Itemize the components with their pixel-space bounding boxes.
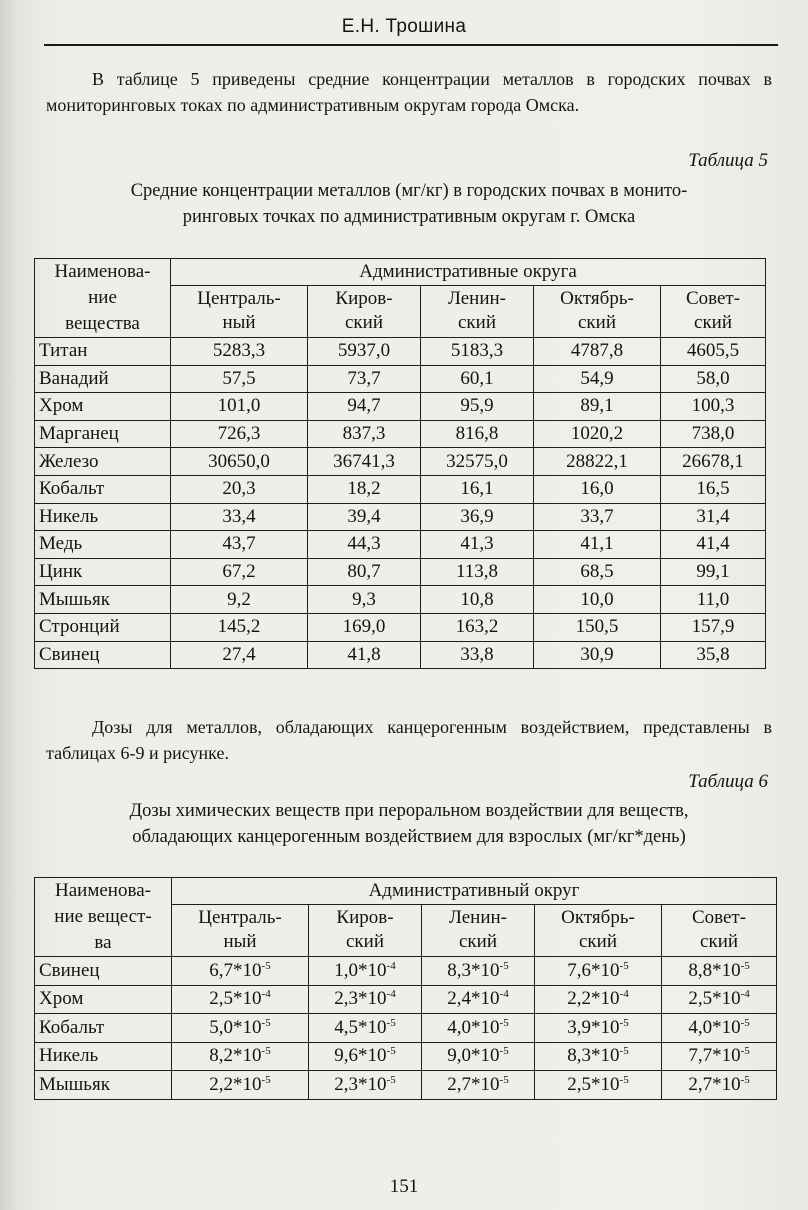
- value-cell: [309, 985, 422, 1014]
- value-cell: 39,4: [308, 503, 421, 531]
- value-cell: 16,1: [421, 475, 534, 503]
- value-cell: 5183,3: [421, 338, 534, 366]
- table-row: [35, 957, 777, 986]
- table5-header-substance: Наименова- ние вещества: [35, 259, 171, 338]
- value-cell: 10,0: [534, 586, 661, 614]
- table5: [34, 258, 766, 669]
- value-cell: 9,3: [308, 586, 421, 614]
- substance-name: Кобальт: [35, 1014, 172, 1043]
- value-cell: 57,5: [171, 365, 308, 393]
- value-cell: [422, 985, 535, 1014]
- dose-mantissa: 2,5*10: [567, 1073, 620, 1095]
- value-cell: [535, 1042, 662, 1071]
- table-row: [35, 1042, 777, 1071]
- value-cell: [662, 985, 777, 1014]
- dose-exponent: -4: [386, 959, 396, 972]
- middle-paragraph-text: Дозы для металлов, обладающих канцерогенным воздействием, представлены в таблицах 6-9 и рисунке.: [46, 717, 772, 763]
- table-row: [35, 586, 766, 614]
- value-cell: 169,0: [308, 613, 421, 641]
- dose-mantissa: 3,9*10: [567, 1016, 620, 1038]
- value-cell: [172, 1042, 309, 1071]
- dose-mantissa: 8,3*10: [567, 1045, 620, 1067]
- dose-exponent: -4: [740, 988, 750, 1001]
- value-cell: 157,9: [661, 613, 766, 641]
- value-cell: 41,1: [534, 531, 661, 559]
- value-cell: 41,4: [661, 531, 766, 559]
- table6-caption: [46, 798, 772, 850]
- dose-mantissa: 2,2*10: [567, 988, 620, 1010]
- value-cell: [535, 985, 662, 1014]
- table5-caption: [46, 178, 772, 230]
- value-cell: 738,0: [661, 420, 766, 448]
- value-cell: 35,8: [661, 641, 766, 669]
- table6: [34, 877, 777, 1100]
- table5-caption-line2: ринговых точках по административным округам г. Омска: [182, 207, 636, 227]
- table6-caption-line1: Дозы химических веществ при пероральном воздействии для веществ,: [129, 801, 689, 821]
- substance-name: Свинец: [35, 957, 172, 986]
- value-cell: 16,5: [661, 475, 766, 503]
- value-cell: 11,0: [661, 586, 766, 614]
- table-row: [35, 1014, 777, 1043]
- running-head: Е.Н. Трошина: [341, 16, 467, 37]
- dose-mantissa: 8,2*10: [209, 1045, 262, 1067]
- table-row: [35, 531, 766, 559]
- t5-district-header: Совет- ский: [661, 285, 766, 337]
- table-row: [35, 475, 766, 503]
- value-cell: 73,7: [308, 365, 421, 393]
- dose-mantissa: 4,5*10: [334, 1016, 387, 1038]
- value-cell: 5283,3: [171, 338, 308, 366]
- substance-name: Марганец: [35, 420, 171, 448]
- dose-exponent: -5: [499, 1073, 509, 1086]
- value-cell: 94,7: [308, 393, 421, 421]
- dose-exponent: -5: [619, 1073, 629, 1086]
- value-cell: 89,1: [534, 393, 661, 421]
- dose-mantissa: 2,4*10: [447, 988, 500, 1010]
- value-cell: [535, 957, 662, 986]
- value-cell: 4605,5: [661, 338, 766, 366]
- value-cell: 18,2: [308, 475, 421, 503]
- substance-name: Никель: [35, 1042, 172, 1071]
- table-row: [35, 558, 766, 586]
- dose-mantissa: 5,0*10: [209, 1016, 262, 1038]
- t6-district-header: Совет- ский: [662, 904, 777, 956]
- dose-exponent: -5: [499, 1045, 509, 1058]
- dose-exponent: -4: [619, 988, 629, 1001]
- value-cell: 16,0: [534, 475, 661, 503]
- dose-mantissa: 8,8*10: [688, 959, 741, 981]
- value-cell: 54,9: [534, 365, 661, 393]
- value-cell: [422, 957, 535, 986]
- value-cell: 27,4: [171, 641, 308, 669]
- t5-district-header: Централь- ный: [171, 285, 308, 337]
- value-cell: [662, 1071, 777, 1100]
- table6-header-group: Административный округ: [172, 878, 777, 905]
- value-cell: [172, 985, 309, 1014]
- dose-exponent: -5: [619, 1016, 629, 1029]
- table5-body: [35, 338, 766, 669]
- t6-district-header: Октябрь- ский: [535, 904, 662, 956]
- value-cell: [309, 1071, 422, 1100]
- value-cell: 95,9: [421, 393, 534, 421]
- value-cell: 30650,0: [171, 448, 308, 476]
- t6-district-header: Централь- ный: [172, 904, 309, 956]
- value-cell: [662, 1014, 777, 1043]
- dose-mantissa: 2,7*10: [447, 1073, 500, 1095]
- value-cell: 5937,0: [308, 338, 421, 366]
- value-cell: 30,9: [534, 641, 661, 669]
- value-cell: [172, 1071, 309, 1100]
- dose-exponent: -5: [740, 1016, 750, 1029]
- dose-exponent: -5: [261, 1073, 271, 1086]
- dose-exponent: -5: [499, 1016, 509, 1029]
- value-cell: 837,3: [308, 420, 421, 448]
- dose-exponent: -5: [499, 959, 509, 972]
- value-cell: [172, 957, 309, 986]
- dose-exponent: -5: [261, 1045, 271, 1058]
- dose-exponent: -5: [740, 959, 750, 972]
- substance-name: Свинец: [35, 641, 171, 669]
- value-cell: 33,7: [534, 503, 661, 531]
- table-row: [35, 420, 766, 448]
- header-rule: [44, 44, 778, 46]
- dose-mantissa: 4,0*10: [688, 1016, 741, 1038]
- dose-mantissa: 2,7*10: [688, 1073, 741, 1095]
- table-row: [35, 503, 766, 531]
- value-cell: 60,1: [421, 365, 534, 393]
- table-row: [35, 448, 766, 476]
- dose-exponent: -5: [386, 1045, 396, 1058]
- value-cell: 67,2: [171, 558, 308, 586]
- table5-label: Таблица 5: [688, 150, 768, 171]
- value-cell: 36741,3: [308, 448, 421, 476]
- value-cell: 150,5: [534, 613, 661, 641]
- value-cell: [535, 1014, 662, 1043]
- dose-exponent: -5: [740, 1045, 750, 1058]
- dose-mantissa: 8,3*10: [447, 959, 500, 981]
- value-cell: [309, 1042, 422, 1071]
- value-cell: 68,5: [534, 558, 661, 586]
- substance-name: Хром: [35, 985, 172, 1014]
- value-cell: [422, 1071, 535, 1100]
- value-cell: 101,0: [171, 393, 308, 421]
- t5-district-header: Киров- ский: [308, 285, 421, 337]
- substance-name: Цинк: [35, 558, 171, 586]
- value-cell: 33,4: [171, 503, 308, 531]
- dose-exponent: -5: [619, 1045, 629, 1058]
- substance-name: Кобальт: [35, 475, 171, 503]
- value-cell: 1020,2: [534, 420, 661, 448]
- dose-mantissa: 7,7*10: [688, 1045, 741, 1067]
- dose-exponent: -5: [386, 1016, 396, 1029]
- dose-mantissa: 9,6*10: [334, 1045, 387, 1067]
- value-cell: 41,8: [308, 641, 421, 669]
- table6-caption-line2: обладающих канцерогенным воздействием для взрослых (мг/кг*день): [132, 827, 686, 847]
- value-cell: [662, 1042, 777, 1071]
- substance-name: Ванадий: [35, 365, 171, 393]
- dose-mantissa: 2,5*10: [688, 988, 741, 1010]
- table6-label: Таблица 6: [688, 771, 768, 792]
- substance-name: Мышьяк: [35, 1071, 172, 1100]
- value-cell: 99,1: [661, 558, 766, 586]
- value-cell: 4787,8: [534, 338, 661, 366]
- dose-exponent: -5: [386, 1073, 396, 1086]
- dose-exponent: -4: [386, 988, 396, 1001]
- dose-mantissa: 2,3*10: [334, 1073, 387, 1095]
- value-cell: [309, 1014, 422, 1043]
- t5-district-header: Ленин- ский: [421, 285, 534, 337]
- value-cell: 113,8: [421, 558, 534, 586]
- dose-mantissa: 6,7*10: [209, 959, 262, 981]
- value-cell: 20,3: [171, 475, 308, 503]
- value-cell: 28822,1: [534, 448, 661, 476]
- dose-exponent: -5: [261, 959, 271, 972]
- value-cell: 26678,1: [661, 448, 766, 476]
- value-cell: [422, 1042, 535, 1071]
- value-cell: [172, 1014, 309, 1043]
- value-cell: [422, 1014, 535, 1043]
- value-cell: 31,4: [661, 503, 766, 531]
- table-row: [35, 365, 766, 393]
- dose-exponent: -5: [261, 1016, 271, 1029]
- value-cell: [309, 957, 422, 986]
- value-cell: 145,2: [171, 613, 308, 641]
- intro-paragraph: [46, 66, 772, 118]
- page-number: 151: [389, 1176, 419, 1197]
- t6-district-header: Киров- ский: [309, 904, 422, 956]
- value-cell: 58,0: [661, 365, 766, 393]
- substance-name: Медь: [35, 531, 171, 559]
- table-row: [35, 338, 766, 366]
- middle-paragraph: [46, 714, 772, 766]
- substance-name: Стронций: [35, 613, 171, 641]
- value-cell: 80,7: [308, 558, 421, 586]
- substance-name: Хром: [35, 393, 171, 421]
- dose-exponent: -4: [261, 988, 271, 1001]
- dose-mantissa: 7,6*10: [567, 959, 620, 981]
- table-row: [35, 613, 766, 641]
- table-row: [35, 1071, 777, 1100]
- dose-mantissa: 2,5*10: [209, 988, 262, 1010]
- table-row: [35, 985, 777, 1014]
- dose-mantissa: 4,0*10: [447, 1016, 500, 1038]
- table5-caption-line1: Средние концентрации металлов (мг/кг) в городских почвах в монито-: [130, 181, 688, 201]
- dose-exponent: -4: [499, 988, 509, 1001]
- value-cell: 10,8: [421, 586, 534, 614]
- table6-header-substance: Наименова- ние вещест- ва: [35, 878, 172, 957]
- value-cell: 816,8: [421, 420, 534, 448]
- dose-exponent: -5: [619, 959, 629, 972]
- value-cell: 163,2: [421, 613, 534, 641]
- value-cell: 44,3: [308, 531, 421, 559]
- dose-mantissa: 9,0*10: [447, 1045, 500, 1067]
- table-row: [35, 393, 766, 421]
- value-cell: [535, 1071, 662, 1100]
- value-cell: 36,9: [421, 503, 534, 531]
- table6-body: [35, 957, 777, 1100]
- value-cell: 41,3: [421, 531, 534, 559]
- intro-paragraph-text: В таблице 5 приведены средние концентрации металлов в городских почвах в мониторинговых токах по административным округам города Омска.: [46, 69, 772, 115]
- dose-exponent: -5: [740, 1073, 750, 1086]
- dose-mantissa: 2,3*10: [334, 988, 387, 1010]
- value-cell: 32575,0: [421, 448, 534, 476]
- value-cell: 43,7: [171, 531, 308, 559]
- dose-mantissa: 1,0*10: [334, 959, 387, 981]
- table5-header-group: Административные округа: [171, 259, 766, 286]
- value-cell: 100,3: [661, 393, 766, 421]
- value-cell: [662, 957, 777, 986]
- t5-district-header: Октябрь- ский: [534, 285, 661, 337]
- t6-district-header: Ленин- ский: [422, 904, 535, 956]
- dose-mantissa: 2,2*10: [209, 1073, 262, 1095]
- substance-name: Никель: [35, 503, 171, 531]
- substance-name: Титан: [35, 338, 171, 366]
- table-row: [35, 641, 766, 669]
- value-cell: 33,8: [421, 641, 534, 669]
- value-cell: 9,2: [171, 586, 308, 614]
- value-cell: 726,3: [171, 420, 308, 448]
- substance-name: Мышьяк: [35, 586, 171, 614]
- substance-name: Железо: [35, 448, 171, 476]
